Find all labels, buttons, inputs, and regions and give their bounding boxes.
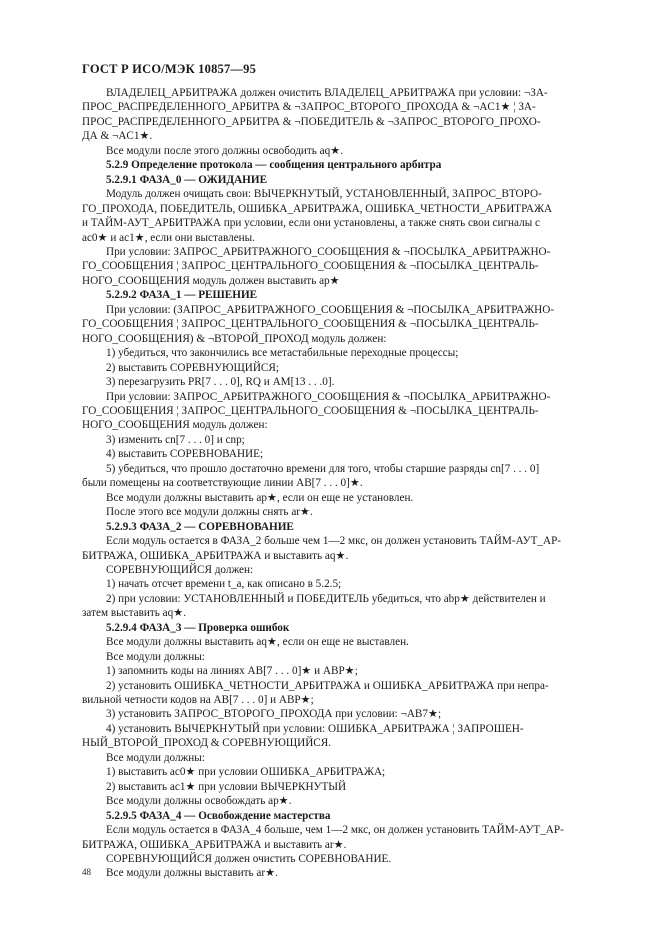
text-line: СОРЕВНУЮЩИЙСЯ должен очистить СОРЕВНОВАНИЕ. xyxy=(106,853,392,866)
text-line: Модуль должен очищать свои: ВЫЧЕРКНУТЫЙ, УСТАНОВЛЕННЫЙ, ЗАПРОС_ВТОРО- xyxy=(106,188,542,201)
text-line: ГО_СООБЩЕНИЯ ¦ ЗАПРОС_ЦЕНТРАЛЬНОГО_СООБЩЕНИЯ & ¬ПОСЫЛКА_ЦЕНТРАЛЬ- xyxy=(82,260,539,273)
text-line: При условии: ЗАПРОС_АРБИТРАЖНОГО_СООБЩЕНИЯ & ¬ПОСЫЛКА_АРБИТРАЖНО- xyxy=(106,245,551,258)
document-body xyxy=(82,86,610,881)
text-line: ac0★ и ac1★, если они выставлены. xyxy=(82,231,255,244)
section-heading-line: 5.2.9.5 ФАЗА_4 — Освобождение мастерства xyxy=(106,809,331,822)
text-line: затем выставить aq★. xyxy=(82,607,187,620)
text-line: БИТРАЖА, ОШИБКА_АРБИТРАЖА и выставить aq★. xyxy=(82,549,349,562)
section-heading-line: 5.2.9.4 ФАЗА_3 — Проверка ошибок xyxy=(106,621,290,634)
text-line: и ТАЙМ-АУТ_АРБИТРАЖА при условии, если они установлены, а также снять свои сигналы с xyxy=(82,217,540,230)
text-line: ПРОС_РАСПРЕДЕЛЕННОГО_АРБИТРА & ¬ПОБЕДИТЕЛЬ & ¬ЗАПРОС_ВТОРОГО_ПРОХО- xyxy=(82,115,541,128)
text-line: НОГО_СООБЩЕНИЯ) & ¬ВТОРОЙ_ПРОХОД модуль должен: xyxy=(82,332,387,345)
section-heading-line: 5.2.9.3 ФАЗА_2 — СОРЕВНОВАНИЕ xyxy=(106,520,294,533)
page-number: 48 xyxy=(82,867,91,877)
text-line: 3) перезагрузить PR[7 . . . 0], RQ и AM[13 . . .0]. xyxy=(106,376,335,389)
text-line: При условии: ЗАПРОС_АРБИТРАЖНОГО_СООБЩЕНИЯ & ¬ПОСЫЛКА_АРБИТРАЖНО- xyxy=(106,390,551,403)
text-line: 3) установить ЗАПРОС_ВТОРОГО_ПРОХОДА при условии: ¬AB7★; xyxy=(106,708,442,721)
text-line: НЫЙ_ВТОРОЙ_ПРОХОД & СОРЕВНУЮЩИЙСЯ. xyxy=(82,737,332,750)
text-line: 4) выставить СОРЕВНОВАНИЕ; xyxy=(106,448,264,461)
text-line: 1) выставить ac0★ при условии ОШИБКА_АРБИТРАЖА; xyxy=(106,766,386,779)
text-line: Все модули должны: xyxy=(106,751,205,764)
text-line: БИТРАЖА, ОШИБКА_АРБИТРАЖА и выставить ar★. xyxy=(82,838,347,851)
text-line: При условии: (ЗАПРОС_АРБИТРАЖНОГО_СООБЩЕНИЯ & ¬ПОСЫЛКА_АРБИТРАЖНО- xyxy=(106,303,555,316)
text-line: ГО_СООБЩЕНИЯ ¦ ЗАПРОС_ЦЕНТРАЛЬНОГО_СООБЩЕНИЯ & ¬ПОСЫЛКА_ЦЕНТРАЛЬ- xyxy=(82,404,539,417)
text-line: После этого все модули должны снять ar★. xyxy=(106,506,313,519)
text-line: НОГО_СООБЩЕНИЯ модуль должен выставить ap★ xyxy=(82,274,340,287)
text-line: 1) запомнить коды на линиях AB[7 . . . 0]★ и ABP★; xyxy=(106,665,358,678)
text-line: НОГО_СООБЩЕНИЯ модуль должен: xyxy=(82,419,268,432)
text-line: 1) начать отсчет времени t_a, как описано в 5.2.5; xyxy=(106,578,342,591)
text-line: Все модули должны выставить ar★. xyxy=(106,867,278,880)
text-line: ПРОС_РАСПРЕДЕЛЕННОГО_АРБИТРА & ¬ЗАПРОС_ВТОРОГО_ПРОХОДА & ¬AC1★ ¦ ЗА- xyxy=(82,101,536,114)
text-line: 4) установить ВЫЧЕРКНУТЫЙ при условии: ОШИБКА_АРБИТРАЖА ¦ ЗАПРОШЕН- xyxy=(106,722,524,735)
text-line: 2) выставить СОРЕВНУЮЩИЙСЯ; xyxy=(106,361,279,374)
text-line: 2) выставить ac1★ при условии ВЫЧЕРКНУТЫЙ xyxy=(106,780,347,793)
text-line: Все модули должны освобождать ap★. xyxy=(106,795,292,808)
text-line: ДА & ¬AC1★. xyxy=(82,130,153,143)
text-line: Все модули должны выставить aq★, если он еще не выставлен. xyxy=(106,636,409,649)
text-line: 2) при условии: УСТАНОВЛЕННЫЙ и ПОБЕДИТЕЛЬ убедиться, что abp★ действителен и xyxy=(106,592,546,605)
text-line: вильной четности кодов на AB[7 . . . 0] и ABP★; xyxy=(82,694,314,707)
text-line: Все модули должны выставить ap★, если он еще не установлен. xyxy=(106,491,414,504)
section-heading-line: 5.2.9 Определение протокола — сообщения центрального арбитра xyxy=(106,159,442,172)
text-line: Все модули после этого должны освободить aq★. xyxy=(106,144,344,157)
text-line: СОРЕВНУЮЩИЙСЯ должен: xyxy=(106,563,254,576)
section-heading-line: 5.2.9.2 ФАЗА_1 — РЕШЕНИЕ xyxy=(106,289,258,302)
text-line: ГО_СООБЩЕНИЯ ¦ ЗАПРОС_ЦЕНТРАЛЬНОГО_СООБЩЕНИЯ & ¬ПОСЫЛКА_ЦЕНТРАЛЬ- xyxy=(82,318,539,331)
text-line: Все модули должны: xyxy=(106,650,205,663)
text-line: Если модуль остается в ФАЗА_4 больше, чем 1—2 мкс, он должен установить ТАЙМ-АУТ_АР- xyxy=(106,824,564,837)
text-line: были помещены на соответствующие линии AB[7 . . . 0]★. xyxy=(82,477,363,490)
text-line: 5) убедиться, что прошло достаточно времени для того, чтобы старшие разряды cn[7 . . . 0] xyxy=(106,462,540,475)
text-line: ВЛАДЕЛЕЦ_АРБИТРАЖА должен очистить ВЛАДЕЛЕЦ_АРБИТРАЖА при условии: ¬ЗА- xyxy=(106,87,548,99)
text-line: 1) убедиться, что закончились все метастабильные переходные процессы; xyxy=(106,347,459,360)
text-line: 3) изменить cn[7 . . . 0] и cnp; xyxy=(106,433,245,446)
text-line: ГО_ПРОХОДА, ПОБЕДИТЕЛЬ, ОШИБКА_АРБИТРАЖА, ОШИБКА_ЧЕТНОСТИ_АРБИТРАЖА xyxy=(82,202,553,215)
text-line: Если модуль остается в ФАЗА_2 больше чем 1—2 мкс, он должен установить ТАЙМ-АУТ_АР- xyxy=(106,535,562,548)
document-header: ГОСТ Р ИСО/МЭК 10857—95 xyxy=(82,62,257,76)
section-heading-line: 5.2.9.1 ФАЗА_0 — ОЖИДАНИЕ xyxy=(106,173,268,186)
text-line: 2) установить ОШИБКА_ЧЕТНОСТИ_АРБИТРАЖА и ОШИБКА_АРБИТРАЖА при непра- xyxy=(106,679,549,692)
